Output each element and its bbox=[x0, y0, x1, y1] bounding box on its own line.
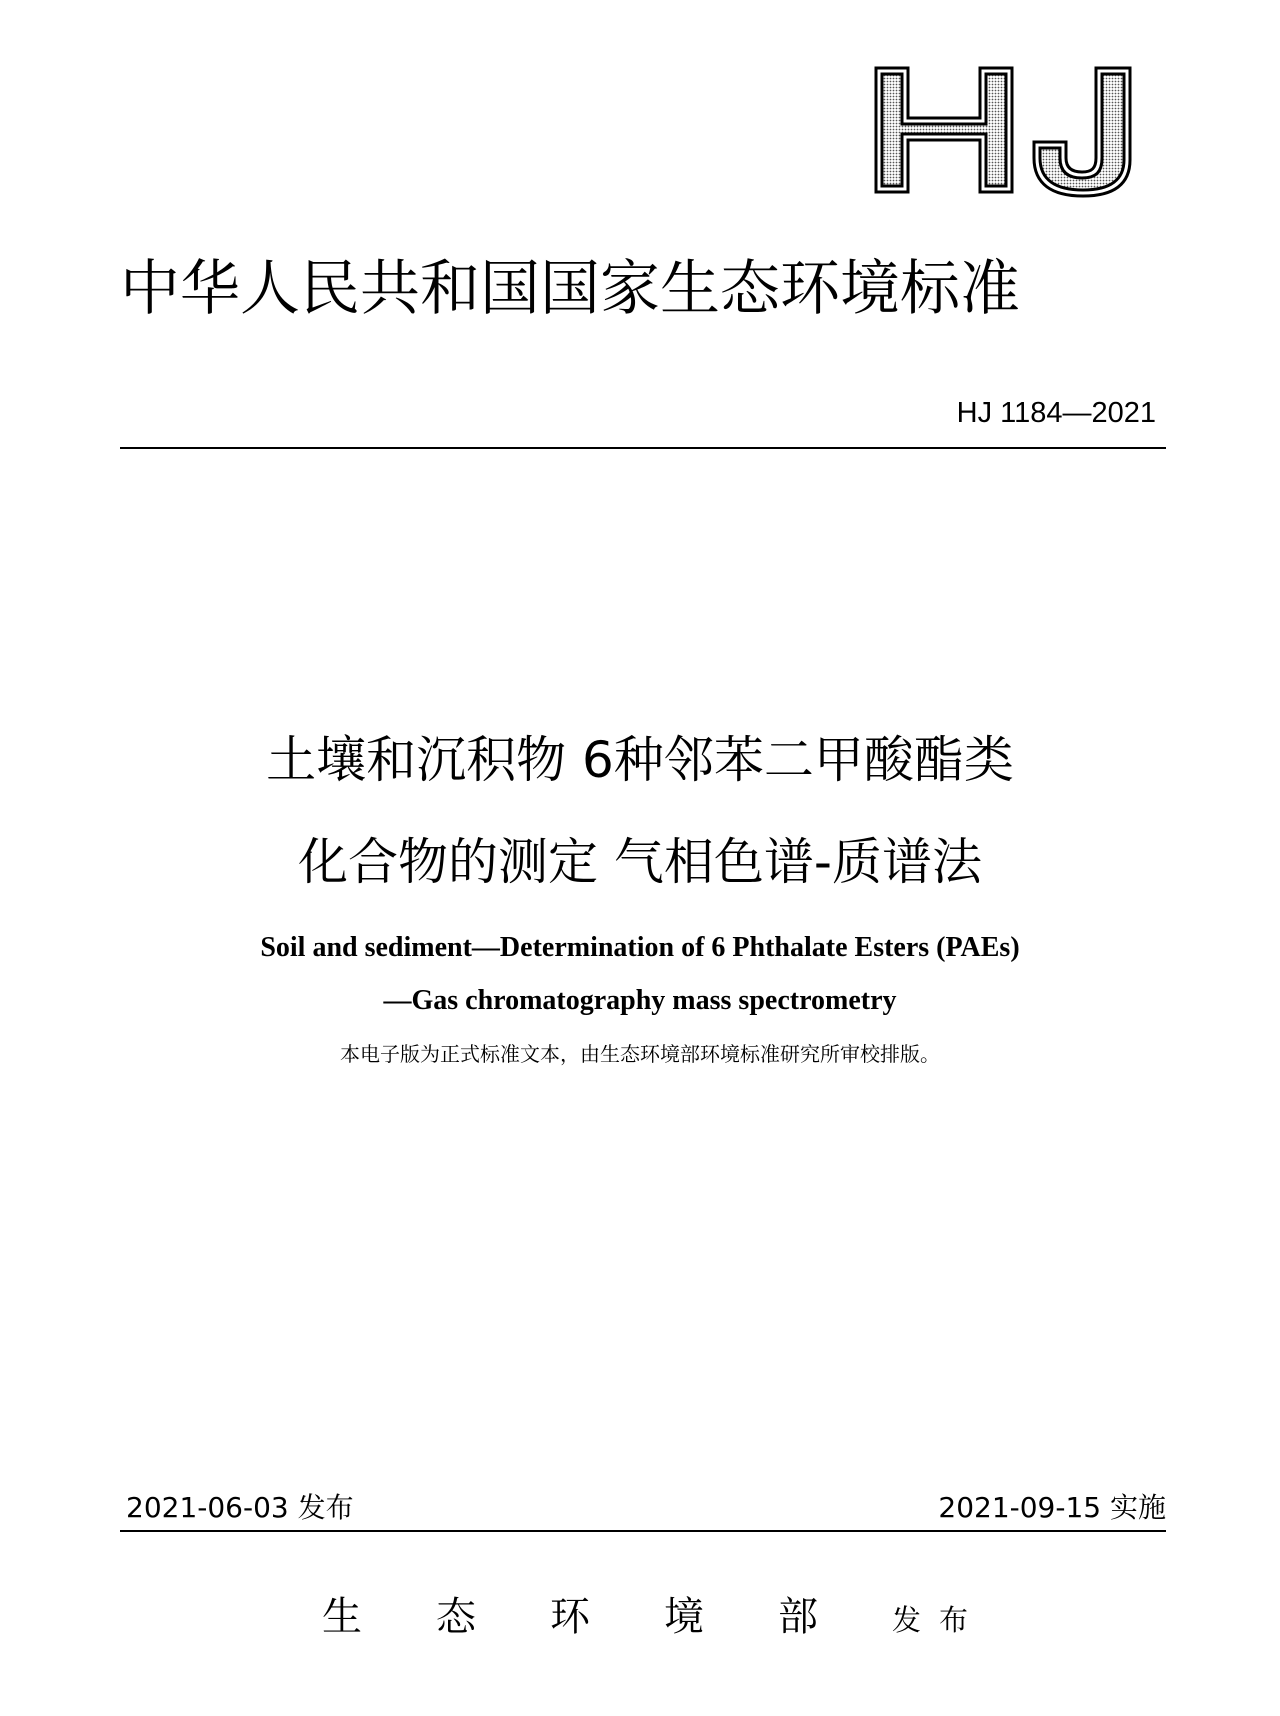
english-title-line-2: —Gas chromatography mass spectrometry bbox=[383, 985, 897, 1016]
bottom-divider bbox=[120, 1530, 1166, 1532]
standard-number: HJ 1184—2021 bbox=[956, 397, 1156, 429]
top-divider bbox=[120, 447, 1166, 449]
chinese-title-line-1: 土壤和沉积物 6种邻苯二甲酸酯类 bbox=[266, 731, 1014, 789]
english-title-line-1: Soil and sediment—Determination of 6 Phthalate Esters (PAEs) bbox=[260, 932, 1020, 963]
publisher-suffix: 发布 bbox=[892, 1603, 987, 1637]
publisher-line bbox=[322, 1592, 986, 1650]
publisher-name: 生态环境部 bbox=[322, 1594, 892, 1640]
implementation-date: 2021-09-15 实施 bbox=[938, 1491, 1166, 1524]
issue-date: 2021-06-03 发布 bbox=[126, 1491, 354, 1524]
chinese-title-line-2: 化合物的测定 气相色谱-质谱法 bbox=[298, 833, 982, 891]
logo-letter-j bbox=[1034, 68, 1130, 196]
hj-logo bbox=[868, 62, 1138, 202]
standard-series-title: 中华人民共和国国家生态环境标准 bbox=[120, 254, 1020, 324]
logo-letter-h bbox=[876, 68, 1012, 192]
edition-note: 本电子版为正式标准文本，由生态环境部环境标准研究所审校排版。 bbox=[340, 1042, 940, 1066]
